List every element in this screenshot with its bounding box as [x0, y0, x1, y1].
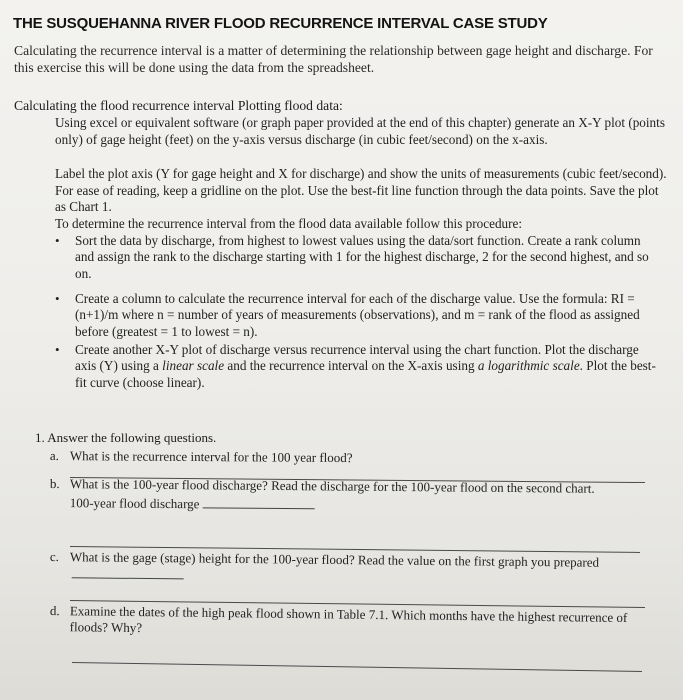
question-label: b.	[49, 476, 60, 492]
gage-height-blank[interactable]	[72, 565, 184, 579]
question-text: What is the gage (stage) height for the 100-year flood? Read the value on the first graph you prepared	[70, 549, 650, 588]
bullet-icon: •	[55, 342, 60, 357]
question-a	[50, 448, 650, 468]
question-label: c.	[49, 549, 60, 565]
question-d	[50, 603, 650, 642]
question-text: What is the recurrence interval for the 100 year flood?	[69, 448, 353, 466]
question-text: What is the 100-year flood discharge? Read the discharge for the 100-year flood on the second chart.	[69, 476, 595, 496]
linear-scale-term: linear scale	[162, 358, 225, 374]
section-heading: Calculating the flood recurrence interval Plotting flood data:	[14, 98, 343, 113]
intro-paragraph: Calculating the recurrence interval is a matter of determining the relationship between gage height and discharge. For this exercise this will be done using the data from the spreadsheet.	[14, 43, 653, 75]
bullet-item-second-plot	[55, 342, 661, 391]
instruction-plot-generation: Using excel or equivalent software (or graph paper provided at the end of this chapter) generate an X-Y plot (points only) of gage height (feet) on the y-axis versus discharge (in cubic feet/second) on the x-axis.	[55, 115, 665, 147]
question-label: a.	[49, 448, 60, 464]
question-c	[50, 549, 650, 588]
bullet-text: Create a column to calculate the recurrence interval for each of the discharge value. Use the formula: RI = (n+1)/m where n = number of years of measurements (observations), and m = rank of the flood as assigned before (greatest = 1 to lowest = n).	[75, 291, 640, 339]
question-text: Examine the dates of the high peak flood shown in Table 7.1. Which months have the highest recurrence of floods? Why?	[69, 603, 628, 636]
logarithmic-scale-term: logarithmic scale	[487, 358, 580, 374]
bullet-icon: •	[55, 233, 60, 248]
flood-discharge-prompt	[70, 494, 650, 516]
bullet-text: Sort the data by discharge, from highest to lowest values using the data/sort function. Create a rank column and assign the rank to the discharge starting with 1 for the highest discharge, 2 for the second highest, and so on.	[75, 233, 649, 281]
questions-heading: 1. Answer the following questions.	[35, 430, 217, 445]
answer-line-d[interactable]	[72, 662, 642, 672]
question-b	[50, 476, 650, 516]
bullet-item-recurrence-formula	[55, 291, 661, 340]
instruction-procedure-intro: To determine the recurrence interval from the flood data available follow this procedure:	[55, 216, 523, 231]
page-title: THE SUSQUEHANNA RIVER FLOOD RECURRENCE INTERVAL CASE STUDY	[13, 15, 548, 32]
bullet3-part1: Create another X-Y plot of discharge versus recurrence interval using the chart function. Plot the discharge axis (Y) using a	[75, 342, 639, 374]
bullet3-part3: . Plot the best-fit curve (choose linear).	[75, 358, 656, 390]
bullet3-part2: and the recurrence interval on the X-axis using	[224, 358, 478, 374]
bullet-icon: •	[55, 291, 60, 306]
bullet-item-sort	[55, 233, 661, 282]
bullet3-article: a	[477, 358, 485, 374]
bullet-text	[75, 342, 661, 391]
instruction-label-axes: Label the plot axis (Y for gage height and X for discharge) and show the units of measurements (cubic feet/second). For ease of reading, keep a gridline on the plot. Use the best-fit line function through the data points. Save the plot as Chart 1.	[55, 166, 667, 214]
question-label: d.	[49, 603, 60, 619]
flood-discharge-label: 100-year flood discharge	[69, 495, 200, 512]
flood-discharge-blank[interactable]	[202, 495, 314, 509]
